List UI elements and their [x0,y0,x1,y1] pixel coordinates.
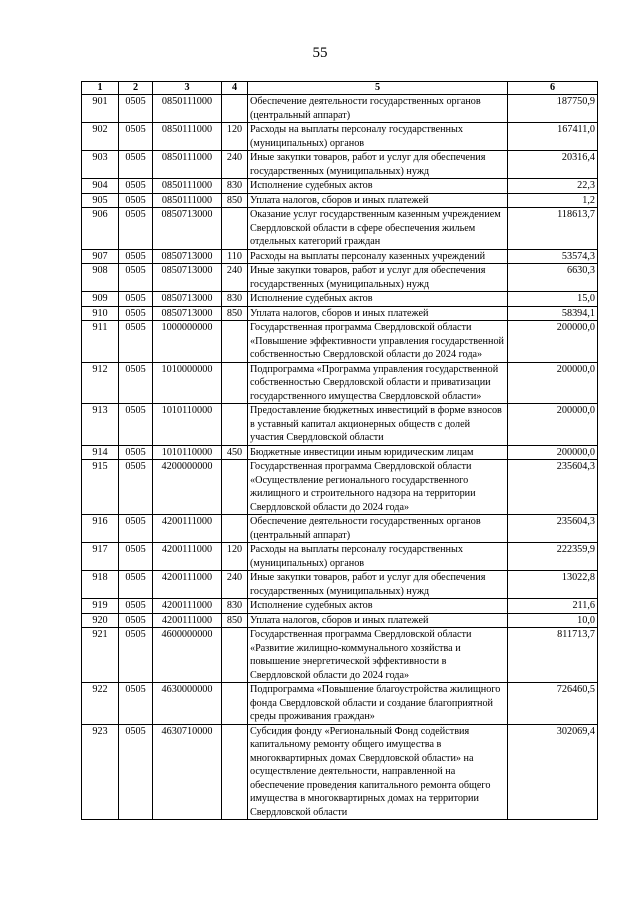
expense-type-code: 120 [222,123,248,151]
expense-type-code: 850 [222,306,248,321]
target-article-code: 4200111000 [153,543,222,571]
table-row [82,571,598,599]
target-article-code: 1000000000 [153,321,222,363]
row-number: 911 [82,321,119,363]
section-code: 0505 [119,292,153,307]
expense-type-code [222,460,248,515]
amount-value: 302069,4 [508,724,598,820]
table-row [82,445,598,460]
target-article-code: 1010110000 [153,404,222,446]
expense-type-code [222,404,248,446]
table-row [82,249,598,264]
target-article-code: 0850111000 [153,193,222,208]
expense-type-code [222,515,248,543]
table-row [82,460,598,515]
expense-name: Предоставление бюджетных инвестиций в форме взносов в уставный капитал акционерных обществ с долей участия Свердловской области [248,404,508,446]
table-row [82,264,598,292]
expense-type-code: 830 [222,179,248,194]
expense-name: Расходы на выплаты персоналу государственных (муниципальных) органов [248,543,508,571]
section-code: 0505 [119,724,153,820]
target-article-code: 0850111000 [153,179,222,194]
section-code: 0505 [119,321,153,363]
row-number: 920 [82,613,119,628]
section-code: 0505 [119,683,153,725]
section-code: 0505 [119,95,153,123]
target-article-code: 4200111000 [153,613,222,628]
expense-name: Государственная программа Свердловской области «Осуществление регионального государственного жилищного и строительного надзора на территории Свердловской области до 2024 года» [248,460,508,515]
row-number: 913 [82,404,119,446]
section-code: 0505 [119,613,153,628]
target-article-code: 4200111000 [153,571,222,599]
amount-value: 200000,0 [508,321,598,363]
expense-name: Уплата налогов, сборов и иных платежей [248,193,508,208]
amount-value: 22,3 [508,179,598,194]
expense-name: Обеспечение деятельности государственных органов (центральный аппарат) [248,95,508,123]
expense-type-code: 240 [222,151,248,179]
row-number: 908 [82,264,119,292]
table-row [82,208,598,250]
amount-value: 726460,5 [508,683,598,725]
amount-value: 811713,7 [508,628,598,683]
amount-value: 10,0 [508,613,598,628]
section-code: 0505 [119,543,153,571]
expense-name: Обеспечение деятельности государственных органов (центральный аппарат) [248,515,508,543]
row-number: 919 [82,599,119,614]
row-number: 910 [82,306,119,321]
table-header-row [82,82,598,95]
row-number: 912 [82,362,119,404]
row-number: 904 [82,179,119,194]
amount-value: 58394,1 [508,306,598,321]
table-row [82,362,598,404]
amount-value: 222359,9 [508,543,598,571]
header-col-6: 6 [508,82,598,95]
expense-name: Оказание услуг государственным казенным учреждением Свердловской области в сфере обеспечения жильем отдельных категорий граждан [248,208,508,250]
expense-name: Иные закупки товаров, работ и услуг для обеспечения государственных (муниципальных) нужд [248,151,508,179]
row-number: 907 [82,249,119,264]
table-row [82,306,598,321]
row-number: 909 [82,292,119,307]
amount-value: 200000,0 [508,445,598,460]
target-article-code: 0850713000 [153,249,222,264]
section-code: 0505 [119,249,153,264]
section-code: 0505 [119,179,153,194]
table-row [82,628,598,683]
table-row [82,123,598,151]
expense-type-code [222,724,248,820]
expense-name: Уплата налогов, сборов и иных платежей [248,306,508,321]
expense-name: Исполнение судебных актов [248,179,508,194]
section-code: 0505 [119,264,153,292]
row-number: 914 [82,445,119,460]
target-article-code: 4630000000 [153,683,222,725]
row-number: 905 [82,193,119,208]
expense-name: Исполнение судебных актов [248,599,508,614]
row-number: 902 [82,123,119,151]
section-code: 0505 [119,123,153,151]
expense-name: Иные закупки товаров, работ и услуг для обеспечения государственных (муниципальных) нужд [248,264,508,292]
amount-value: 235604,3 [508,460,598,515]
section-code: 0505 [119,193,153,208]
table-row [82,683,598,725]
table-row [82,292,598,307]
target-article-code: 1010110000 [153,445,222,460]
header-col-1: 1 [82,82,119,95]
table-row [82,321,598,363]
expense-name: Уплата налогов, сборов и иных платежей [248,613,508,628]
target-article-code: 4600000000 [153,628,222,683]
amount-value: 118613,7 [508,208,598,250]
expense-type-code [222,208,248,250]
row-number: 901 [82,95,119,123]
expense-name: Подпрограмма «Программа управления государственной собственностью Свердловской области и приватизации государственного имущества Свердловской области» [248,362,508,404]
target-article-code: 4200111000 [153,599,222,614]
expense-type-code: 850 [222,613,248,628]
target-article-code: 0850713000 [153,208,222,250]
table-row [82,179,598,194]
amount-value: 211,6 [508,599,598,614]
expense-type-code: 240 [222,264,248,292]
expense-type-code [222,321,248,363]
table-row [82,515,598,543]
table-row [82,543,598,571]
table-row [82,404,598,446]
section-code: 0505 [119,362,153,404]
row-number: 923 [82,724,119,820]
amount-value: 6630,3 [508,264,598,292]
table-row [82,193,598,208]
amount-value: 1,2 [508,193,598,208]
expense-name: Расходы на выплаты персоналу государственных (муниципальных) органов [248,123,508,151]
expense-name: Государственная программа Свердловской области «Развитие жилищно-коммунального хозяйства и повышение энергетической эффективности в Свердловской области до 2024 года» [248,628,508,683]
amount-value: 200000,0 [508,362,598,404]
row-number: 918 [82,571,119,599]
table-body [82,95,598,820]
header-col-3: 3 [153,82,222,95]
target-article-code: 4200111000 [153,515,222,543]
row-number: 916 [82,515,119,543]
section-code: 0505 [119,628,153,683]
target-article-code: 4630710000 [153,724,222,820]
expense-name: Государственная программа Свердловской области «Повышение эффективности управления государственной собственностью Свердловской области до 2024 года» [248,321,508,363]
amount-value: 167411,0 [508,123,598,151]
expense-type-code: 830 [222,599,248,614]
row-number: 906 [82,208,119,250]
expense-type-code: 110 [222,249,248,264]
expense-name: Расходы на выплаты персоналу казенных учреждений [248,249,508,264]
header-col-2: 2 [119,82,153,95]
row-number: 922 [82,683,119,725]
target-article-code: 0850713000 [153,292,222,307]
expense-name: Бюджетные инвестиции иным юридическим лицам [248,445,508,460]
expense-type-code [222,628,248,683]
target-article-code: 1010000000 [153,362,222,404]
row-number: 903 [82,151,119,179]
table-row [82,599,598,614]
table-row [82,151,598,179]
amount-value: 15,0 [508,292,598,307]
page-number: 55 [312,45,328,61]
target-article-code: 0850111000 [153,151,222,179]
budget-table [81,81,598,820]
section-code: 0505 [119,515,153,543]
table-row [82,724,598,820]
amount-value: 13022,8 [508,571,598,599]
section-code: 0505 [119,404,153,446]
expense-type-code: 850 [222,193,248,208]
target-article-code: 0850713000 [153,306,222,321]
section-code: 0505 [119,208,153,250]
row-number: 917 [82,543,119,571]
row-number: 915 [82,460,119,515]
section-code: 0505 [119,151,153,179]
target-article-code: 0850111000 [153,123,222,151]
expense-type-code: 120 [222,543,248,571]
amount-value: 20316,4 [508,151,598,179]
amount-value: 53574,3 [508,249,598,264]
header-col-5: 5 [248,82,508,95]
expense-name: Исполнение судебных актов [248,292,508,307]
expense-type-code: 240 [222,571,248,599]
table-row [82,613,598,628]
target-article-code: 0850713000 [153,264,222,292]
expense-type-code: 830 [222,292,248,307]
expense-name: Подпрограмма «Повышение благоустройства жилищного фонда Свердловской области и создание благоприятной среды проживания граждан» [248,683,508,725]
amount-value: 235604,3 [508,515,598,543]
amount-value: 200000,0 [508,404,598,446]
expense-type-code [222,683,248,725]
table-row [82,95,598,123]
section-code: 0505 [119,306,153,321]
section-code: 0505 [119,445,153,460]
expense-name: Субсидия фонду «Региональный Фонд содействия капитальному ремонту общего имущества в многоквартирных домах Свердловской области» на осуществление деятельности, направленной на обеспечение проведения капитального ремонта общего имущества в многоквартирных домах на территории Свердловской области [248,724,508,820]
amount-value: 187750,9 [508,95,598,123]
header-col-4: 4 [222,82,248,95]
expense-type-code [222,95,248,123]
expense-type-code [222,362,248,404]
row-number: 921 [82,628,119,683]
section-code: 0505 [119,460,153,515]
expense-type-code: 450 [222,445,248,460]
target-article-code: 4200000000 [153,460,222,515]
expense-name: Иные закупки товаров, работ и услуг для обеспечения государственных (муниципальных) нужд [248,571,508,599]
section-code: 0505 [119,599,153,614]
target-article-code: 0850111000 [153,95,222,123]
section-code: 0505 [119,571,153,599]
